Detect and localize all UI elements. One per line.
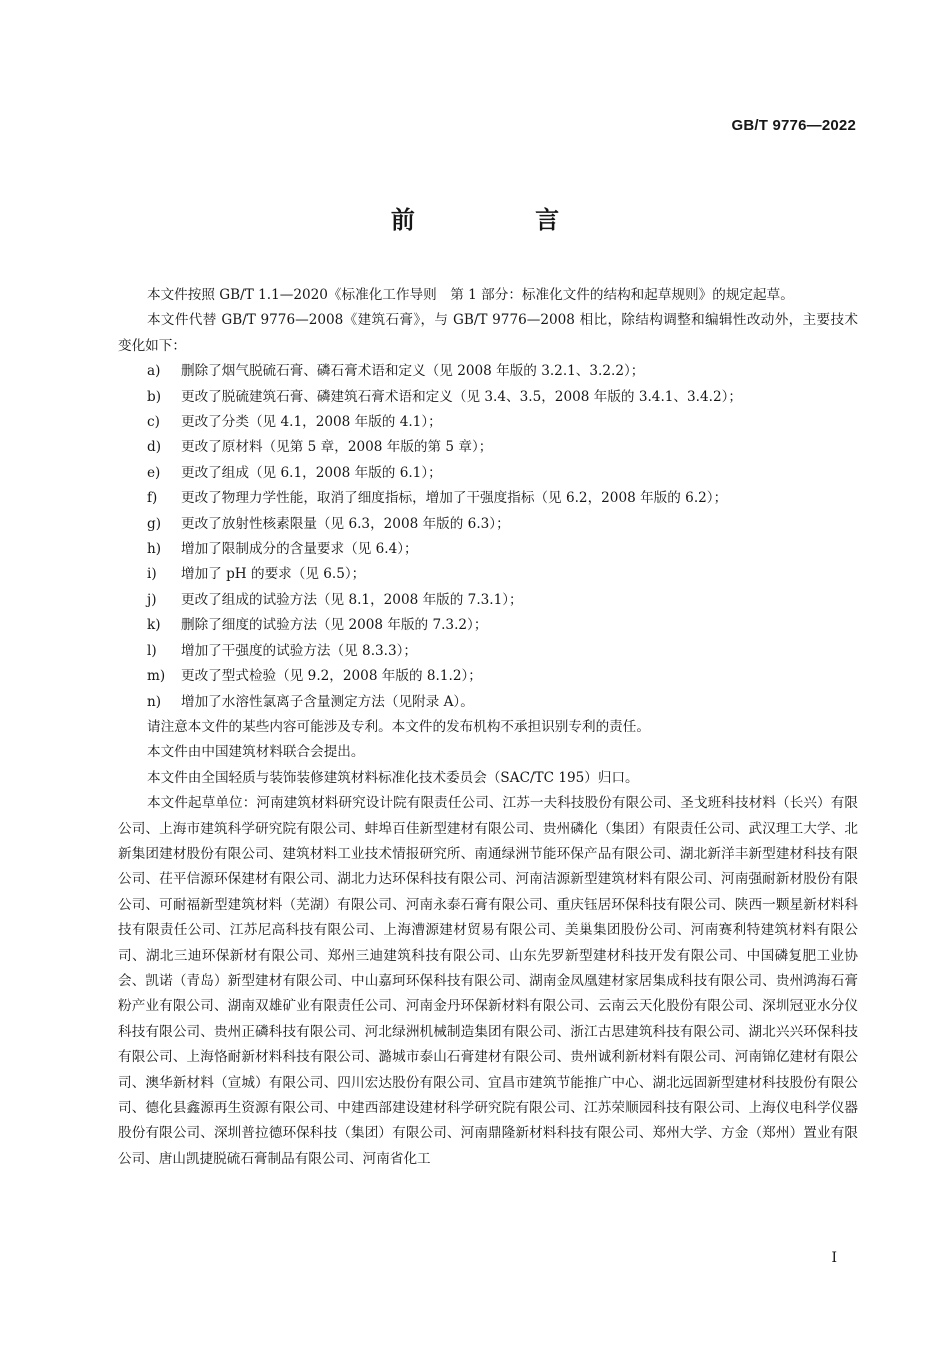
list-item [147,613,858,638]
paragraph-patent-notice: 请注意本文件的某些内容可能涉及专利。本文件的发布机构不承担识别专利的责任。 [147,718,650,735]
paragraph-drafting-units: 本文件起草单位：河南建筑材料研究设计院有限责任公司、江苏一夫科技股份有限公司、圣戈班科技材料（长兴）有限公司、上海市建筑科学研究院有限公司、蚌埠百佳新型建材有限公司、贵州磷化（集团）有限责任公司、武汉理工大学、北新集团建材股份有限公司、建筑材料工业技术情报研究所、南通绿洲节能环保产品有限公司、湖北新洋丰新型建材科技有限公司、茌平信源环保建材有限公司、湖北力达环保科技有限公司、河南洁源新型建筑材料有限公司、河南强耐新材股份有限公司、可耐福新型建筑材料（芜湖）有限公司、河南永泰石膏有限公司、重庆钰居环保科技有限公司、陕西一颗星新材料科技有限责任公司、江苏尼高科技有限公司、上海漕源建材贸易有限公司、美巢集团股份公司、河南赛利特建筑材料有限公司、湖北三迪环保新材有限公司、郑州三迪建筑科技有限公司、山东先罗新型建材科技开发有限公司、中国磷复肥工业协会、凯诺（青岛）新型建材有限公司、中山嘉珂环保科技有限公司、湖南金凤凰建材家居集成科技有限公司、贵州鸿海石膏粉产业有限公司、湖南双雄矿业有限责任公司、河南金丹环保新材料有限公司、云南云天化股份有限公司、深圳冠亚水分仪科技有限公司、贵州正磷科技有限公司、河北绿洲机械制造集团有限公司、浙江古思建筑科技有限公司、湖北兴兴环保科技有限公司、上海恪耐新材料科技有限公司、潞城市泰山石膏建材有限公司、贵州诚利新材料有限公司、河南锦亿建材有限公司、澳华新材料（宣城）有限公司、四川宏达股份有限公司、宜昌市建筑节能推广中心、湖北远固新型建材科技股份有限公司、德化县鑫源再生资源有限公司、中建西部建设建材科学研究院有限公司、江苏荣顺园科技有限公司、上海仪电科学仪器股份有限公司、深圳普拉德环保科技（集团）有限公司、河南鼎隆新材料科技有限公司、郑州大学、方金（郑州）置业有限公司、唐山凯捷脱硫石膏制品有限公司、河南省化工 [118,795,858,1167]
list-item [147,385,858,410]
list-marker: c) [147,414,160,431]
list-marker: h) [147,541,162,558]
list-item [147,461,858,486]
list-item-text: 删除了细度的试验方法（见 2008 年版的 7.3.2）； [181,617,488,634]
list-item-text: 增加了水溶性氯离子含量测定方法（见附录 A）。 [181,693,474,710]
list-marker: i) [147,566,157,583]
list-marker: n) [147,693,162,710]
standard-code: GB/T 9776—2022 [731,117,856,134]
list-item-text: 更改了放射性核素限量（见 6.3，2008 年版的 6.3）； [181,515,510,532]
list-marker: e) [147,464,161,481]
paragraph-replacement: 本文件代替 GB/T 9776—2008《建筑石膏》，与 GB/T 9776—2008 相比，除结构调整和编辑性改动外，主要技术变化如下： [118,312,858,354]
list-item-text: 更改了原材料（见第 5 章，2008 年版的第 5 章）； [181,439,493,456]
list-item-text: 增加了限制成分的含量要求（见 6.4）； [181,541,418,558]
list-item [147,690,858,715]
list-item [147,435,858,460]
list-marker: l) [147,642,157,659]
list-marker: d) [147,439,162,456]
list-item [147,512,858,537]
list-marker: a) [147,363,161,380]
list-item-text: 更改了物理力学性能，取消了细度指标，增加了干强度指标（见 6.2，2008 年版的 6.2）； [181,490,728,507]
list-item-text: 更改了脱硫建筑石膏、磷建筑石膏术语和定义（见 3.4、3.5，2008 年版的 3.4.1、3.4.2）； [181,388,742,405]
list-marker: f) [147,490,158,507]
list-item-text: 删除了烟气脱硫石膏、磷石膏术语和定义（见 2008 年版的 3.2.1、3.2.2）； [181,363,645,380]
paragraph-committee: 本文件由全国轻质与装饰装修建筑材料标准化技术委员会（SAC/TC 195）归口。 [147,769,639,786]
list-item [147,664,858,689]
list-item [147,537,858,562]
list-item-text: 更改了组成（见 6.1，2008 年版的 6.1）； [181,464,442,481]
technical-changes-list [118,359,858,715]
list-marker: b) [147,388,162,405]
list-item [147,588,858,613]
list-item [147,359,858,384]
list-item-text: 增加了干强度的试验方法（见 8.3.3）； [181,642,418,659]
list-marker: j) [147,591,157,608]
page-title: 前 言 [390,206,616,234]
document-body [118,283,858,1172]
list-item-text: 更改了型式检验（见 9.2，2008 年版的 8.1.2）； [181,668,482,685]
list-item [147,486,858,511]
list-item-text: 更改了组成的试验方法（见 8.1，2008 年版的 7.3.1）； [181,591,523,608]
paragraph-drafting-basis: 本文件按照 GB/T 1.1—2020《标准化工作导则 第 1 部分：标准化文件的结构和起草规则》的规定起草。 [147,287,794,303]
list-item-text: 更改了分类（见 4.1，2008 年版的 4.1）； [181,414,442,431]
list-item [147,410,858,435]
paragraph-proposer: 本文件由中国建筑材料联合会提出。 [147,744,365,761]
page-number: I [831,1250,837,1266]
list-item [147,562,858,587]
list-item-text: 增加了 pH 的要求（见 6.5）； [181,566,366,583]
list-marker: g) [147,515,162,532]
list-marker: k) [147,617,161,634]
list-item [147,639,858,664]
list-marker: m) [147,668,166,685]
